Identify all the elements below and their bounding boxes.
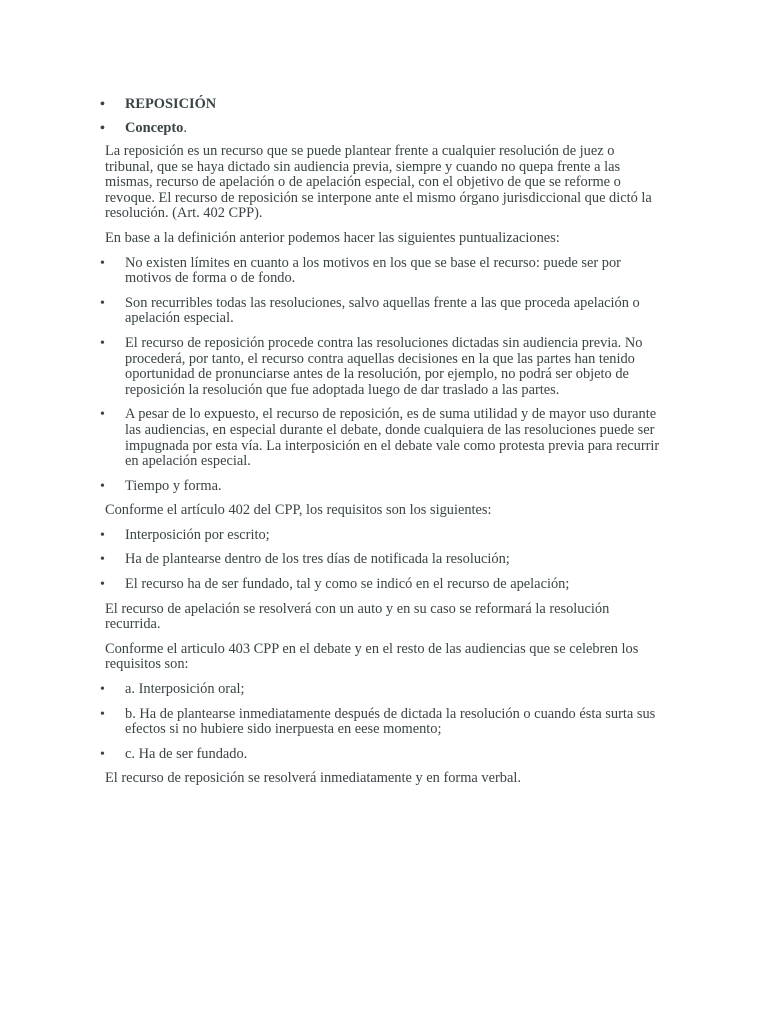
list-item-point: [100, 256, 666, 287]
list-item-requirement: [100, 747, 666, 763]
list-item-text: No existen límites en cuanto a los motivos en los que se base el recurso: puede ser por motivos de forma o de fondo.: [125, 254, 621, 287]
closing-paragraph: El recurso de reposición se resolverá inmediatamente y en forma verbal.: [105, 770, 521, 787]
subsection-heading-text: Concepto: [125, 120, 184, 136]
list-item-point: [100, 296, 666, 327]
list-item-text: El recurso ha de ser fundado, tal y como se indicó en el recurso de apelación;: [125, 576, 570, 593]
list-item-text: c. Ha de ser fundado.: [125, 745, 248, 762]
list-item-point: [100, 336, 666, 398]
document-body: [100, 96, 666, 796]
list-item-requirement: [100, 682, 666, 698]
list-item-text: a. Interposición oral;: [125, 681, 245, 698]
list-item-text: Ha de plantearse dentro de los tres días de notificada la resolución;: [125, 551, 510, 568]
list-item-text: Interposición por escrito;: [125, 526, 270, 543]
list-item-text: A pesar de lo expuesto, el recurso de reposición, es de suma utilidad y de mayor uso durante las audiencias, en especial durante el debate, donde cualquiera de las resoluciones puede ser impugnada por esta vía. La interposición en el debate vale como protesta previa para recurrir en apelación especial.: [125, 406, 660, 470]
list-item-text: b. Ha de plantearse inmediatamente después de dictada la resolución o cuando ésta surta sus efectos si no hubiere sido inerpuesta en eese momento;: [125, 705, 656, 738]
intro-paragraph: La reposición es un recurso que se puede plantear frente a cualquier resolución de juez o tribunal, que se haya dictado sin audiencia previa, siempre y cuando no quepa frente a las mismas, recurso de apelación o de apelación especial, con el objetivo de que se reforme o revoque. El recurso de reposición se interpone ante el mismo órgano jurisdiccional que dictó la resolución. (Art. 402 CPP).: [105, 143, 652, 222]
list-item-requirement: [100, 552, 666, 568]
list-item-requirement: [100, 528, 666, 544]
list-item-requirement: [100, 707, 666, 738]
written-resolution-paragraph: El recurso de apelación se resolverá con un auto y en su caso se reformará la resolución recurrida.: [105, 600, 610, 633]
list-item-requirement: [100, 577, 666, 593]
oral-requirements-intro: Conforme el articulo 403 CPP en el debate y en el resto de las audiencias que se celebren los requisitos son:: [105, 640, 639, 673]
subsection-heading: [100, 120, 666, 137]
lead-in-paragraph: En base a la definición anterior podemos hacer las siguientes puntualizaciones:: [105, 229, 560, 246]
list-item-text: Tiempo y forma.: [125, 477, 222, 494]
list-item-text: El recurso de reposición procede contra las resoluciones dictadas sin audiencia previa. No procederá, por tanto, el recurso contra aquellas decisiones en la que las partes han tenido oportunidad de pronunciarse antes de la resolución, por ejemplo, no podrá ser objeto de reposición la resolución que fue adoptada luego de dar traslado a las partes.: [125, 334, 643, 398]
list-item-point: [100, 407, 666, 469]
subsection-heading-period: .: [183, 120, 187, 136]
section-heading: [100, 96, 666, 113]
list-item-point: [100, 479, 666, 495]
list-item-text: Son recurribles todas las resoluciones, salvo aquellas frente a las que proceda apelación o apelación especial.: [125, 294, 640, 327]
written-requirements-intro: Conforme el artículo 402 del CPP, los requisitos son los siguientes:: [105, 502, 492, 519]
section-heading-text: REPOSICIÓN: [125, 96, 217, 112]
